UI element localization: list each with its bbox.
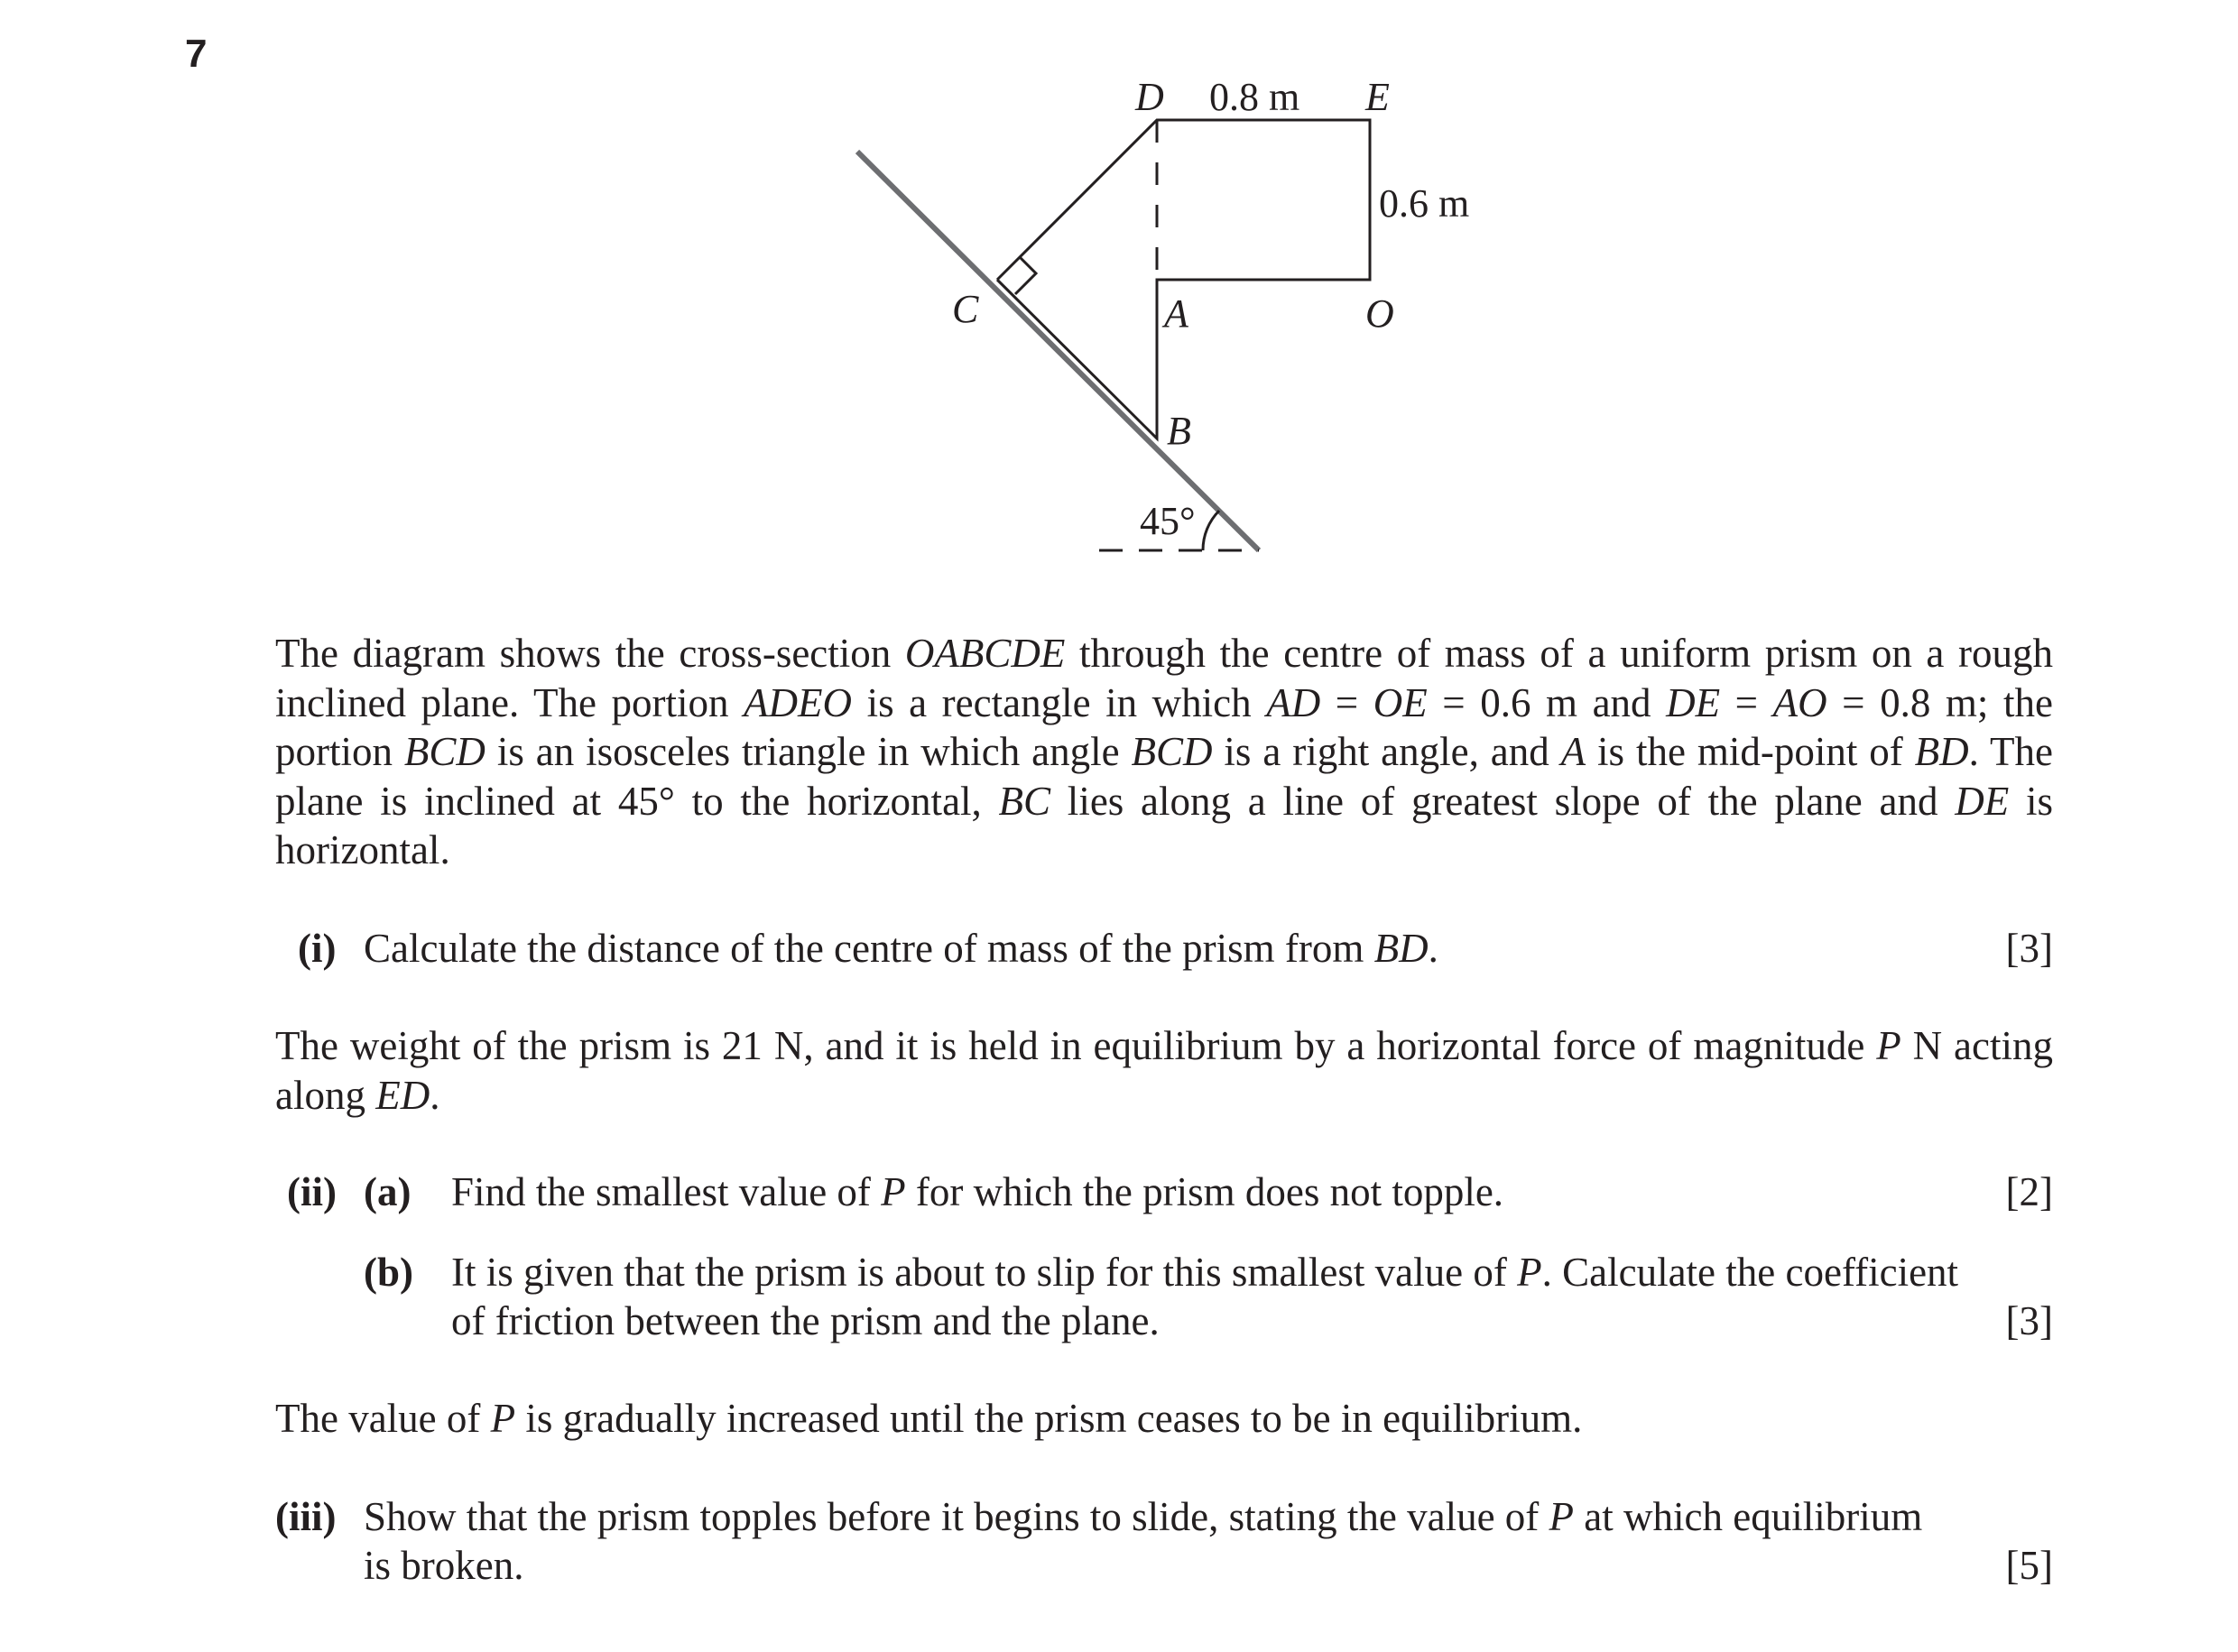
increase-paragraph: The value of P is gradually increased until the prism ceases to be in equilibrium. <box>275 1396 1583 1441</box>
part-iii-text-line1: Show that the prism topples before it begins to slide, stating the value of P at which equilibrium <box>364 1494 1923 1539</box>
part-ii-b-label: (b) <box>364 1250 413 1295</box>
right-angle-marker <box>1015 257 1036 294</box>
label-angle: 45° <box>1140 499 1196 543</box>
part-ii-a-text: Find the smallest value of P for which the prism does not topple. <box>451 1169 1504 1214</box>
part-ii-b-marks: [3] <box>2005 1298 2053 1343</box>
inclined-plane-line <box>857 152 1259 550</box>
part-i-text: Calculate the distance of the centre of mass of the prism from BD. <box>364 926 1438 971</box>
angle-arc <box>1203 511 1219 550</box>
part-i-marks: [3] <box>2005 926 2053 971</box>
part-i-label: (i) <box>298 926 337 971</box>
label-B: B <box>1167 409 1191 453</box>
part-ii-label: (ii) <box>287 1169 337 1214</box>
question-number: 7 <box>185 32 208 76</box>
label-A: A <box>1164 291 1188 336</box>
label-eo-length: 0.6 m <box>1379 181 1470 226</box>
label-de-length: 0.8 m <box>1209 75 1300 119</box>
part-iii-text-line2: is broken. <box>364 1543 524 1588</box>
part-iii-label: (iii) <box>275 1494 337 1539</box>
label-O: O <box>1365 291 1394 336</box>
label-C: C <box>952 287 979 331</box>
prism-diagram <box>0 0 2238 632</box>
weight-paragraph: The weight of the prism is 21 N, and it is held in equilibrium by a horizontal force of magnitude P N acting along ED. <box>275 1023 2054 1118</box>
part-ii-b-text-line2: of friction between the prism and the plane. <box>451 1298 1160 1343</box>
label-E: E <box>1365 75 1390 119</box>
prism-outline <box>997 120 1370 438</box>
part-ii-b-text-line1: It is given that the prism is about to slip for this smallest value of P. Calculate the coefficient <box>451 1250 1959 1295</box>
label-D: D <box>1135 75 1164 119</box>
part-ii-a-marks: [2] <box>2005 1169 2053 1214</box>
intro-paragraph: The diagram shows the cross-section OABCDE through the centre of mass of a uniform prism on a rough inclined plane. The portion ADEO is a rectangle in which AD = OE = 0.6 m and DE = AO = 0.8 m; the portion BCD is an isosceles triangle in which angle BCD is a right angle, and A is the mid-point of BD. The plane is inclined at 45° to the horizontal, BC lies along a line of greatest slope of the plane and DE is horizontal. <box>275 631 2053 872</box>
part-iii-marks: [5] <box>2005 1543 2053 1588</box>
part-ii-a-label: (a) <box>364 1169 412 1214</box>
